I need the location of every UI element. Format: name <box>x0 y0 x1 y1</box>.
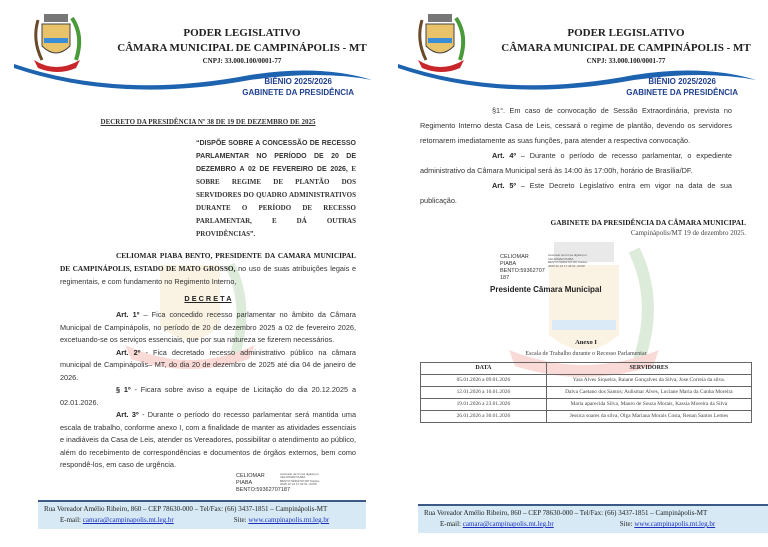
document-page-2 <box>384 0 768 547</box>
site-label: Site: <box>619 520 635 528</box>
gabinete-text: GABINETE DA PRESIDÊNCIA <box>626 88 738 97</box>
footer <box>418 504 768 533</box>
page2-body <box>420 103 746 295</box>
article-4 <box>420 148 732 178</box>
article-3-paragraph-1: §1°. Em caso de convocação de Sessão Extraordinária, prevista no Regimento Interno desta Casa de Leis, cessará o regime de plantão, devendo os servidores retornarem imediatamente as suas funções, para atender a respectiva convocação. <box>420 106 732 145</box>
art2-label: Art. 2º <box>116 347 141 357</box>
cell-servers: Jessica soares da silva, Olga Mariana Morais Costa, Renan Santos Lemes <box>546 411 751 423</box>
signatory-role: Presidente Câmara Municipal <box>490 285 602 294</box>
digital-signature <box>500 254 732 282</box>
art4-label: Art. 4º <box>492 151 517 160</box>
decree-title: DECRETO DA PRESIDÊNCIA Nº 38 DE 19 DE DEZEMBRO DE 2025 <box>100 118 316 126</box>
art1-label: Art. 1º <box>116 310 140 319</box>
table-row <box>421 411 752 423</box>
cell-servers: Maria aparecida Silva, Mauro de Souza Morais, Kassia Moreira da Silva <box>546 399 751 411</box>
gabinete-signature: GABINETE DA PRESIDÊNCIA DA CÂMARA MUNICIPAL <box>550 218 746 227</box>
cell-date: 12.01.2026 a 16.01.2026 <box>421 387 547 399</box>
coat-of-arms-logo <box>28 12 94 76</box>
article-5 <box>420 178 732 208</box>
annex-subtitle: Escala de Trabalho durante o Recesso Parlamentar <box>525 351 647 357</box>
digital-signature-details <box>548 254 594 268</box>
par1-text: - Ficara sobre aviso a equipe de Licitação do dia 20.12.2025 a 02.01.2026. <box>60 385 356 407</box>
footer <box>38 500 366 529</box>
work-schedule-table <box>420 362 752 423</box>
bienio-text: BIÊNIO 2025/2026 <box>264 77 332 86</box>
header-subtitle: CÂMARA MUNICIPAL DE CAMPINÁPOLIS - MT <box>501 42 751 54</box>
site-link[interactable]: www.campinapolis.mt.leg.br <box>248 516 330 524</box>
table-row <box>421 375 752 387</box>
bienio-text: BIÊNIO 2025/2026 <box>648 77 716 86</box>
article-1 <box>60 309 356 347</box>
digital-signature-details <box>280 473 326 487</box>
cell-date: 05.01.2026 a 09.01.2026 <box>421 375 547 387</box>
ementa-rest: E SOBRE REGIME DE PLANTÃO DOS SERVIDORES DO QUADRO ADMINISTRATIVOS DURANTE O PERÍODO DE RECESSO PARLAMENTAR, E DÁ OUTRAS PROVIDÊNCIAS”. <box>196 164 356 238</box>
gabinete-text: GABINETE DA PRESIDÊNCIA <box>242 88 354 97</box>
header-bienio <box>242 76 354 98</box>
digital-signature-name: CELIOMAR PIABA BENTO:59362707187 <box>236 472 291 493</box>
signature-detail-text: Assinado de forma digital por CELIOMAR PIABA BENTO:59362707187 Dados: 2025.12.19 17:42:51 -03'00' <box>548 253 588 268</box>
art4-text: – Durante o período de recesso parlamentar, o expediente administrativo da Câmara Municipal será às 14:00 às 17:00h, horário de Brasília/DF. <box>420 151 732 175</box>
art3-text: - Durante o período do recesso parlamentar será mantida uma escala de trabalho, conforme anexo I, com a finalidade de manter as atividades essenciais e inadiáveis da Casa de Leis, atender os Vereadores, possibilitar o atendimento ao público, além do recebimento de correspondências e documentos de órgãos externos, bem como respondê-los, em caso de urgência. <box>60 410 356 469</box>
page1-body <box>60 116 356 494</box>
coat-of-arms-logo <box>412 12 478 76</box>
footer-contact <box>424 519 762 530</box>
site-label: Site: <box>233 516 249 524</box>
signature-block <box>420 218 746 238</box>
cell-servers: Yara Alves Siqueira, Raiane Gonçalves da Silva, Jose Correia da silva. <box>546 375 751 387</box>
cell-date: 19.01.2026 a 23.01.2026 <box>421 399 547 411</box>
par1-label: § 1º <box>116 385 131 394</box>
signature-detail-text: Assinado de forma digital por CELIOMAR PIABA BENTO:59362707187 Dados: 2025.12.19 17:42:51 -03'00' <box>280 471 320 486</box>
header-cnpj: CNPJ: 33.000.100/0001-77 <box>586 57 666 65</box>
footer-address: Rua Vereador Amélio Ribeiro, 860 – CEP 78630-000 – Tel/Fax: (66) 3437-1851 – Campinápolis-MT <box>424 509 708 517</box>
header-title: PODER LEGISLATIVO <box>183 27 301 39</box>
decree-ementa <box>196 137 356 241</box>
site-link[interactable]: www.campinapolis.mt.leg.br <box>634 520 716 528</box>
cell-date: 26.01.2026 a 30.01.2026 <box>421 411 547 423</box>
header-title: PODER LEGISLATIVO <box>567 27 685 39</box>
place-date: Campinápolis/MT 19 de dezembro 2025. <box>630 229 746 237</box>
annex-title: Anexo I <box>575 339 597 346</box>
decreta-heading: D E C R E T A <box>184 293 232 303</box>
header-data: DATA <box>421 363 547 375</box>
preamble-bold: CELIOMAR PIABA BENTO, PRESIDENTE DA CAMARA MUNICIPAL DE CAMPINÁPOLIS, ESTADO DE MATO GROSSO, <box>60 250 356 273</box>
table-row <box>421 399 752 411</box>
email-label: E-mail: <box>60 516 83 524</box>
article-3 <box>60 409 356 472</box>
email-link[interactable]: camara@campinapolis.mt.leg.br <box>462 520 554 528</box>
footer-contact <box>44 515 360 526</box>
table-header-row <box>421 363 752 375</box>
digital-signature <box>236 473 356 494</box>
cell-servers: Dalva Caetano dos Santos; Aulismar Alves, Luciane Maria da Cunha Moreira <box>546 387 751 399</box>
art2-text: - Fica decretado recesso administrativo público na câmara municipal de Campinápolis– MT, do dia 20 de dezembro de 2025 até dia 04 de janeiro de 2026. <box>60 347 356 382</box>
decree-preamble <box>60 249 356 288</box>
header-bienio <box>626 76 738 98</box>
email-label: E-mail: <box>440 520 463 528</box>
email-link[interactable]: camara@campinapolis.mt.leg.br <box>82 516 174 524</box>
ementa-bold: “DISPÕE SOBRE A CONCESSÃO DE RECESSO PARLAMENTAR NO PERÍODO DE 20 DE DEZEMBRO A 02 DE FEVEREIRO DE 2026, <box>196 139 356 173</box>
article-2-paragraph-1 <box>60 384 356 409</box>
header-cnpj: CNPJ: 33.000.100/0001-77 <box>202 57 282 65</box>
header-subtitle: CÂMARA MUNICIPAL DE CAMPINÁPOLIS - MT <box>117 42 367 54</box>
art3-label: Art. 3º <box>116 410 139 419</box>
article-2 <box>60 347 356 385</box>
table-row <box>421 387 752 399</box>
footer-address: Rua Vereador Amélio Ribeiro, 860 – CEP 78630-000 – Tel/Fax: (66) 3437-1851 – Campinápolis-MT <box>44 505 328 513</box>
preamble-rest: no uso de suas atribuições legais e regimentais, e com fundamento no Regimento Interno, <box>60 263 356 286</box>
digital-signature-name: CELIOMAR PIABA BENTO:59362707 187 <box>500 254 545 281</box>
art5-label: Art. 5º <box>492 181 517 190</box>
art5-text: – Este Decreto Legislativo entra em vigor na data de sua publicação. <box>420 181 732 205</box>
art1-text: – Fica concedido recesso parlamentar no âmbito da Câmara Municipal de Campinápolis, no período de 20 de dezembro 2025 a 02 de fevereiro 2026, excetuando-se os serviços essenciais, que por sua natureza se fizerem necessários. <box>60 310 356 344</box>
header-servidores: SERVIDORES <box>546 363 751 375</box>
